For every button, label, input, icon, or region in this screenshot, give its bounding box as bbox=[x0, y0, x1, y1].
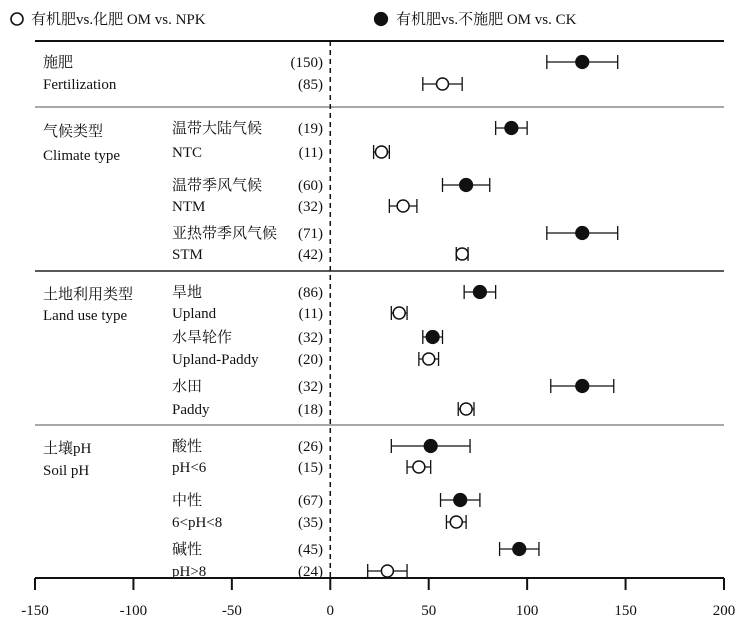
point-om-vs-npk bbox=[381, 565, 393, 577]
row-label: Upland-Paddy bbox=[172, 352, 259, 368]
forest-row bbox=[172, 492, 480, 509]
row-sample-size: (32) bbox=[298, 379, 323, 395]
row-sample-size: (85) bbox=[298, 77, 323, 93]
point-om-vs-ck bbox=[424, 440, 437, 453]
plot-frame bbox=[35, 41, 724, 578]
forest-row bbox=[172, 438, 470, 455]
group-title-en: Climate type bbox=[43, 148, 121, 164]
row-label: STM bbox=[172, 247, 203, 263]
forest-row bbox=[172, 515, 466, 531]
point-om-vs-npk bbox=[375, 146, 387, 158]
group-2 bbox=[43, 283, 614, 418]
row-label: Paddy bbox=[172, 402, 210, 418]
row-sample-size: (32) bbox=[298, 330, 323, 346]
point-om-vs-npk bbox=[450, 516, 462, 528]
row-sample-size: (32) bbox=[298, 199, 323, 215]
row-label: 亚热带季风气候 bbox=[172, 226, 278, 242]
point-om-vs-npk bbox=[397, 200, 409, 212]
x-tick-label: 50 bbox=[421, 603, 437, 619]
x-tick-label: -50 bbox=[221, 603, 242, 619]
legend-label-om-vs-ck: 有机肥vs.不施肥 OM vs. CK bbox=[396, 12, 577, 28]
row-sample-size: (11) bbox=[298, 306, 323, 322]
row-label: 温带大陆气候 bbox=[172, 121, 263, 137]
row-sample-size: (20) bbox=[298, 352, 323, 368]
forest-row bbox=[172, 224, 618, 242]
forest-row bbox=[172, 247, 468, 263]
row-label: 水旱轮作 bbox=[172, 330, 233, 346]
row-label: 6<pH<8 bbox=[172, 515, 223, 531]
forest-row bbox=[172, 378, 614, 395]
legend-filled-circle-icon bbox=[375, 13, 388, 26]
point-om-vs-ck bbox=[576, 380, 589, 393]
group-title-en: Fertilization bbox=[43, 77, 117, 93]
forest-row bbox=[172, 460, 431, 476]
x-axis bbox=[21, 578, 735, 619]
row-sample-size: (19) bbox=[298, 121, 323, 137]
point-om-vs-ck bbox=[505, 122, 518, 135]
row-label: pH<6 bbox=[172, 460, 207, 476]
forest-row bbox=[172, 541, 539, 558]
row-sample-size: (35) bbox=[298, 515, 323, 531]
group-title-cn: 施肥 bbox=[43, 55, 74, 71]
row-label: 酸性 bbox=[172, 439, 203, 455]
row-sample-size: (86) bbox=[298, 285, 323, 301]
forest-row bbox=[172, 352, 439, 368]
x-tick-label: 100 bbox=[515, 603, 539, 619]
forest-row bbox=[172, 402, 474, 418]
legend-label-om-vs-npk: 有机肥vs.化肥 OM vs. NPK bbox=[31, 12, 206, 28]
forest-row bbox=[291, 55, 618, 71]
point-om-vs-ck bbox=[426, 331, 439, 344]
group-title-cn: 气候类型 bbox=[43, 124, 104, 140]
row-sample-size: (24) bbox=[298, 564, 323, 580]
row-sample-size: (45) bbox=[298, 542, 323, 558]
row-label: 温带季风气候 bbox=[172, 178, 263, 194]
x-tick-label: 150 bbox=[614, 603, 637, 619]
row-sample-size: (15) bbox=[298, 460, 323, 476]
forest-row bbox=[172, 329, 442, 346]
point-om-vs-ck bbox=[576, 227, 589, 240]
row-sample-size: (18) bbox=[298, 402, 323, 418]
row-sample-size: (11) bbox=[298, 145, 323, 161]
point-om-vs-npk bbox=[436, 78, 448, 90]
point-om-vs-npk bbox=[393, 307, 405, 319]
legend-open-circle-icon bbox=[11, 13, 23, 25]
row-sample-size: (67) bbox=[298, 493, 323, 509]
group-title-en: Land use type bbox=[43, 308, 128, 324]
point-om-vs-ck bbox=[473, 286, 486, 299]
row-label: NTM bbox=[172, 199, 206, 215]
point-om-vs-npk bbox=[413, 461, 425, 473]
point-om-vs-npk bbox=[423, 353, 435, 365]
forest-row bbox=[172, 199, 417, 215]
forest-row bbox=[172, 119, 527, 137]
point-om-vs-ck bbox=[454, 494, 467, 507]
row-sample-size: (42) bbox=[298, 247, 323, 263]
row-label: NTC bbox=[172, 145, 202, 161]
row-sample-size: (150) bbox=[290, 55, 323, 71]
group-title-cn: 土壤pH bbox=[43, 441, 92, 457]
x-tick-label: -150 bbox=[21, 603, 49, 619]
point-om-vs-npk bbox=[460, 403, 472, 415]
group-title-cn: 土地利用类型 bbox=[43, 287, 134, 303]
row-label: Upland bbox=[172, 306, 217, 322]
forest-row bbox=[172, 283, 496, 301]
row-label: 旱地 bbox=[172, 285, 203, 301]
forest-row bbox=[298, 77, 462, 93]
row-label: 水田 bbox=[172, 379, 203, 395]
x-tick-label: -100 bbox=[119, 603, 148, 619]
forest-row bbox=[172, 145, 389, 161]
row-label: pH>8 bbox=[172, 564, 207, 580]
row-sample-size: (26) bbox=[298, 439, 323, 455]
point-om-vs-ck bbox=[513, 543, 526, 556]
point-om-vs-ck bbox=[576, 56, 589, 69]
group-3 bbox=[43, 438, 539, 580]
legend bbox=[11, 11, 577, 28]
row-label: 碱性 bbox=[172, 542, 203, 558]
forest-row bbox=[172, 306, 407, 322]
row-label: 中性 bbox=[172, 493, 203, 509]
x-tick-label: 0 bbox=[326, 603, 335, 619]
row-sample-size: (71) bbox=[298, 226, 323, 242]
row-sample-size: (60) bbox=[298, 178, 323, 194]
group-title-en: Soil pH bbox=[43, 463, 90, 479]
point-om-vs-npk bbox=[456, 248, 468, 260]
x-tick-label: 200 bbox=[712, 603, 736, 619]
point-om-vs-ck bbox=[460, 179, 473, 192]
